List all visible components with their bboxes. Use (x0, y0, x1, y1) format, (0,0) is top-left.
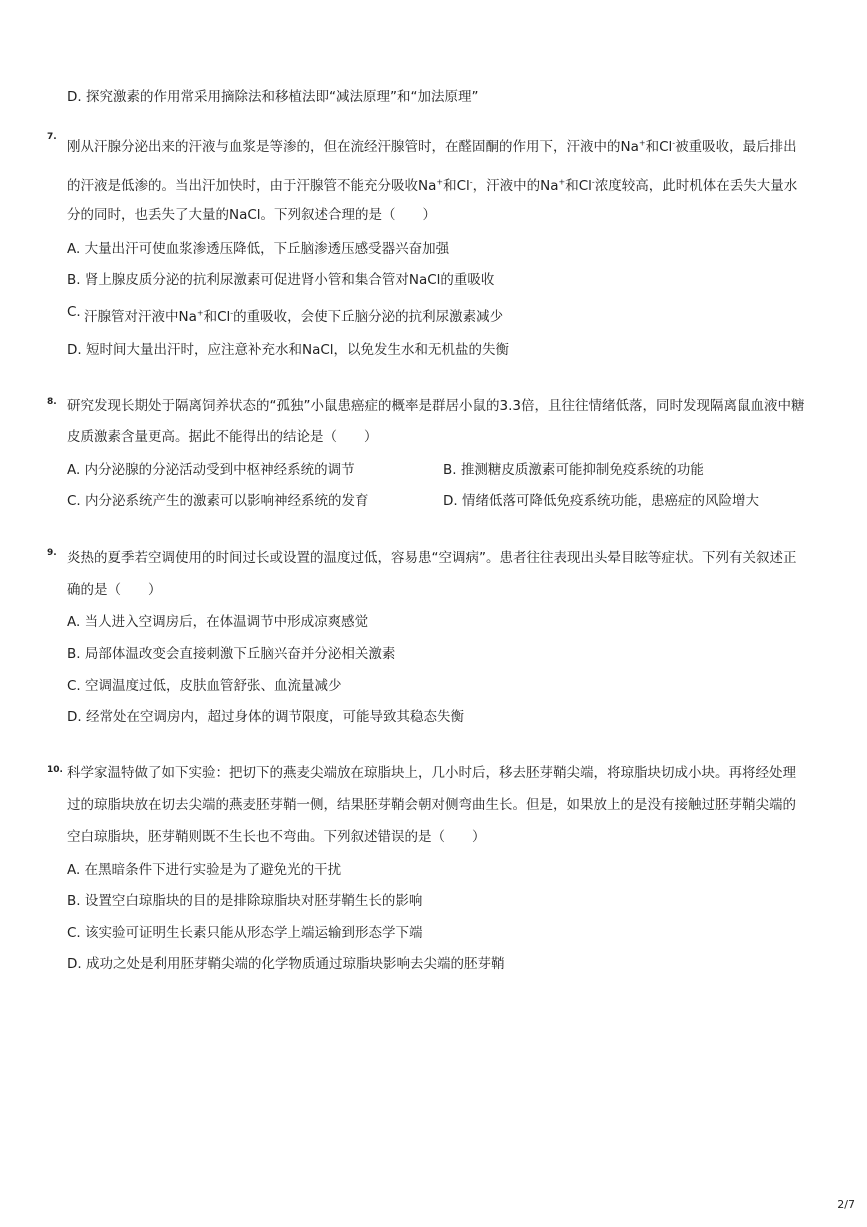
q7-line1-text-b: 和Cl (645, 139, 673, 155)
q7-optc-text-c: 的重吸收，会使下丘脑分泌的抗利尿激素减少 (233, 309, 504, 325)
q7-line1-text-c: 被重吸收，最后排出 (675, 139, 797, 155)
sup-minus: - (672, 138, 676, 148)
q7-optc-text-a: 汗腺管对汗液中Na (84, 309, 197, 325)
question-9-option-a[interactable]: A. 当人进入空调房后，在体温调节中形成凉爽感觉 (67, 614, 369, 630)
question-10-option-a[interactable]: A. 在黑暗条件下进行实验是为了避免光的干扰 (67, 862, 342, 878)
sup-minus: - (591, 177, 595, 187)
question-8-option-a[interactable]: A. 内分泌腺的分泌活动受到中枢神经系统的调节 (67, 462, 355, 478)
question-8-option-c[interactable]: C. 内分泌系统产生的激素可以影响神经系统的发育 (67, 493, 369, 509)
q7-line2-text-d: 和Cl (565, 178, 592, 194)
sup-plus: + (558, 177, 566, 187)
question-8-stem-line-2: 皮质激素含量更高。据此不能得出的结论是（ ） (67, 429, 378, 445)
question-8-option-d[interactable]: D. 情绪低落可降低免疫系统功能，患癌症的风险增大 (443, 493, 759, 509)
question-10-option-c[interactable]: C. 该实验可证明生长素只能从形态学上端运输到形态学下端 (67, 925, 423, 941)
question-10-number: 10. (47, 765, 63, 775)
question-7-stem-line-3: 分的同时，也丢失了大量的NaCl。下列叙述合理的是（ ） (67, 207, 437, 223)
q7-line2-text-b: 和Cl (443, 178, 470, 194)
question-8-stem-line-1: 研究发现长期处于隔离饲养状态的“孤独”小鼠患癌症的概率是群居小鼠的3.3倍，且往往情绪低落，同时发现隔离鼠血液中糖 (67, 398, 805, 414)
question-10-option-d[interactable]: D. 成功之处是利用胚芽鞘尖端的化学物质通过琼脂块影响去尖端的胚芽鞘 (67, 956, 505, 972)
sup-minus: - (230, 308, 234, 318)
question-7-option-c[interactable] (84, 308, 504, 325)
q7-optc-text-b: 和Cl (203, 309, 231, 325)
question-8-number: 8. (47, 397, 57, 407)
question-9-option-b[interactable]: B. 局部体温改变会直接刺激下丘脑兴奋并分泌相关激素 (67, 646, 396, 662)
question-10-stem-line-2: 过的琼脂块放在切去尖端的燕麦胚芽鞘一侧，结果胚芽鞘会朝对侧弯曲生长。但是，如果放上的是没有接触过胚芽鞘尖端的 (67, 797, 796, 813)
question-7-option-a[interactable]: A. 大量出汗可使血浆渗透压降低，下丘脑渗透压感受器兴奋加强 (67, 241, 450, 257)
question-10-stem-line-1: 科学家温特做了如下实验：把切下的燕麦尖端放在琼脂块上，几小时后，移去胚芽鞘尖端，将琼脂块切成小块。再将经处理 (67, 765, 796, 781)
question-7-option-b[interactable]: B. 肾上腺皮质分泌的抗利尿激素可促进肾小管和集合管对NaCl的重吸收 (67, 272, 495, 288)
question-7-stem-line-1 (67, 138, 797, 155)
q7-line2-text-e: 浓度较高，此时机体在丢失大量水 (594, 178, 798, 194)
sup-plus: + (436, 177, 444, 187)
q7-line2-text-c: ，汗液中的Na (472, 178, 559, 194)
question-9-option-c[interactable]: C. 空调温度过低，皮肤血管舒张、血流量减少 (67, 678, 342, 694)
question-9-stem-line-2: 确的是（ ） (67, 582, 162, 598)
q6-option-d: D. 探究激素的作用常采用摘除法和移植法即“减法原理”和“加法原理” (67, 89, 479, 105)
question-9-stem-line-1: 炎热的夏季若空调使用的时间过长或设置的温度过低，容易患“空调病”。患者往往表现出头晕目眩等症状。下列有关叙述正 (67, 550, 797, 566)
question-7-number: 7. (47, 132, 57, 142)
question-8-option-b[interactable]: B. 推测糖皮质激素可能抑制免疫系统的功能 (443, 462, 704, 478)
question-10-option-b[interactable]: B. 设置空白琼脂块的目的是排除琼脂块对胚芽鞘生长的影响 (67, 893, 423, 909)
question-9-number: 9. (47, 548, 57, 558)
sup-plus: + (638, 138, 646, 148)
question-7-option-d[interactable]: D. 短时间大量出汗时，应注意补充水和NaCl，以免发生水和无机盐的失衡 (67, 342, 510, 358)
q7-line1-text-a: 刚从汗腺分泌出来的汗液与血浆是等渗的，但在流经汗腺管时，在醛固酮的作用下，汗液中的Na (67, 139, 639, 155)
q7-line2-text-a: 的汗液是低渗的。当出汗加快时，由于汗腺管不能充分吸收Na (67, 178, 437, 194)
sup-plus: + (196, 308, 204, 318)
question-9-option-d[interactable]: D. 经常处在空调房内，超过身体的调节限度，可能导致其稳态失衡 (67, 709, 464, 725)
question-10-stem-line-3: 空白琼脂块，胚芽鞘则既不生长也不弯曲。下列叙述错误的是（ ） (67, 829, 486, 845)
page-number: 2/7 (837, 1198, 855, 1211)
question-7-stem-line-2 (67, 177, 798, 194)
question-7-option-c-label[interactable]: C. (67, 304, 81, 320)
sup-minus: - (469, 177, 473, 187)
